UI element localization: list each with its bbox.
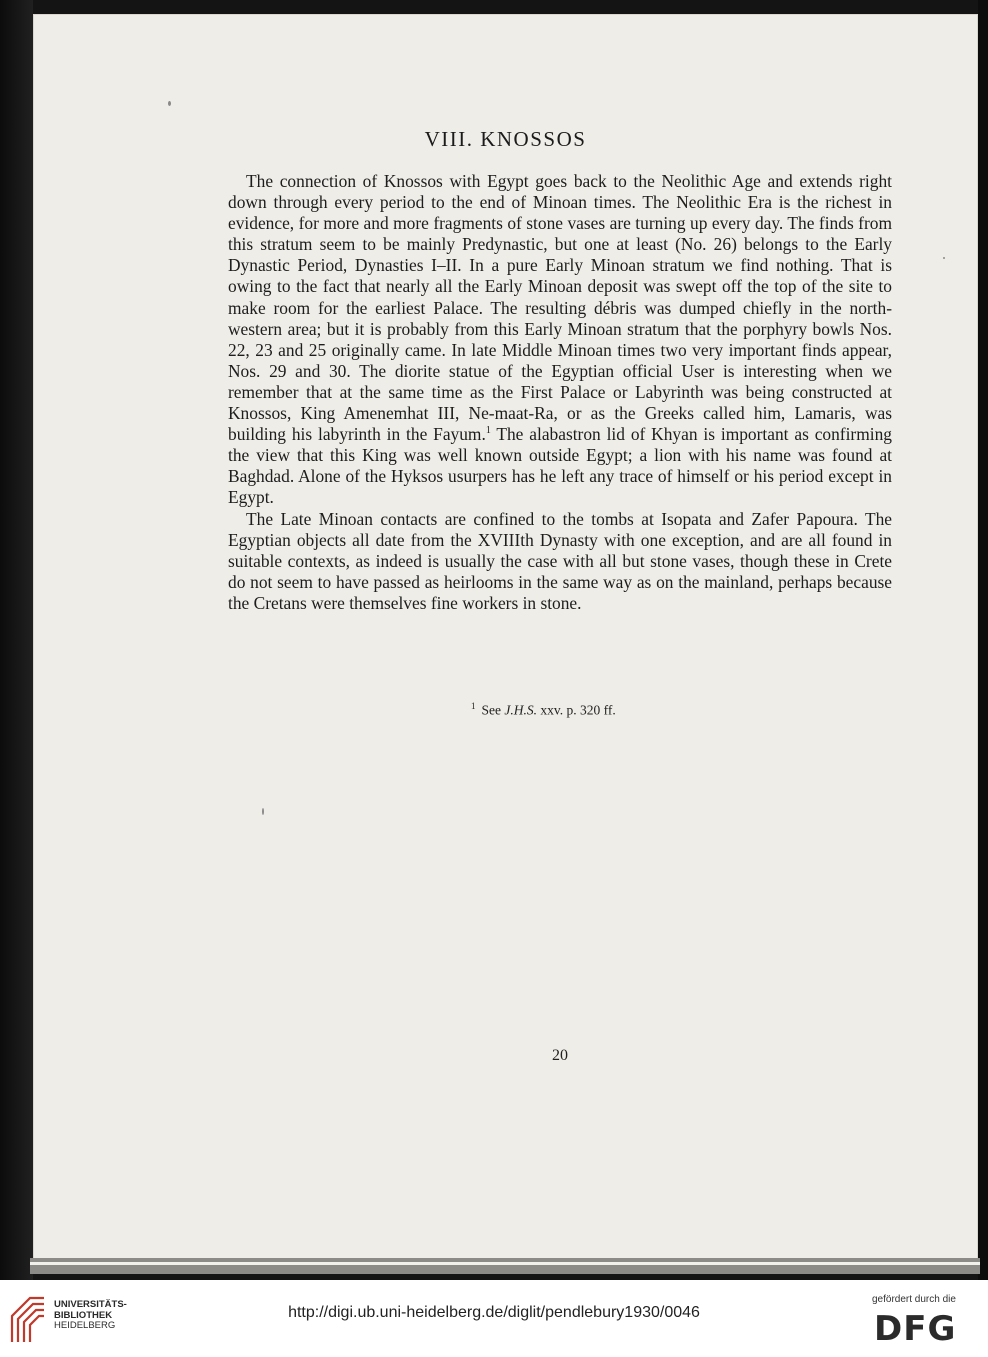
footnote-number: 1 <box>471 701 476 711</box>
paragraph: The Late Minoan contacts are confined to the tombs at Isopata and Zafer Papoura. The Egyptian objects all date from the XVIIIth Dynasty with one exception, and are all found in suitable contexts, as indeed is usually the case with all but stone vases, though these in Crete do not seem to have passed as heirlooms in the same way as on the mainland, perhaps because the Cretans were themselves fine workers in stone. <box>228 508 892 613</box>
book-gutter-shadow <box>0 0 33 1280</box>
institution-line: UNIVERSITÄTS- <box>54 1299 127 1310</box>
footnote-prefix: See <box>481 702 505 718</box>
page-stack-edge <box>30 1258 980 1274</box>
institution-line: HEIDELBERG <box>54 1320 116 1331</box>
chapter-title: VIII. KNOSSOS <box>424 127 587 151</box>
scan-speck <box>262 808 264 815</box>
scan-speck <box>168 101 171 106</box>
sponsor-caption: gefördert durch die <box>872 1294 956 1305</box>
page-number: 20 <box>552 1047 568 1064</box>
footnote-source: J.H.S. <box>504 702 537 718</box>
scan-speck <box>943 257 945 259</box>
dfg-logo: DFG <box>874 1309 957 1349</box>
book-edge-shadow <box>978 0 988 1280</box>
footnote <box>471 701 616 719</box>
page-stack-edge-highlight <box>30 1262 980 1265</box>
institution-line: BIBLIOTHEK <box>54 1309 113 1321</box>
body-text <box>228 171 892 614</box>
footnote-suffix: xxv. p. 320 ff. <box>537 702 616 718</box>
digitization-footer <box>0 1280 988 1357</box>
paragraph-text: The connection of Knossos with Egypt goes back to the Neolithic Age and extends right down through every period to the end of Minoan times. The Neolithic Era is the richest in evidence, for more and more fragments of stone vases are turning up every day. The finds from this stratum seem to be mainly Predynastic, but one at least (No. 26) belongs to the Early Dynastic Period, Dynasties I–II. In a pure Early Minoan stratum we find nothing. That is owing to the fact that nearly all the Early Minoan deposit was swept off the top of the site to make room for the earliest Palace. The resulting débris was dumped chiefly in the north-western area; but it is probably from this Early Minoan stratum that the porphyry bowls Nos. 22, 23 and 25 originally came. In late Middle Minoan times two very important finds appear, Nos. 29 and 30. The diorite statue of the Egyptian official User is interesting when we remember that at the same time as the First Palace or Labyrinth was being constructed at Knossos, King Amenemhat III, Ne-maat-Ra, or as the Greeks called him, Lamaris, was building his labyrinth in the Fayum. <box>228 171 892 445</box>
paragraph <box>228 171 892 509</box>
permalink-url[interactable]: http://digi.ub.uni-heidelberg.de/diglit/pendlebury1930/0046 <box>288 1304 700 1321</box>
footnote-reference: 1 <box>485 425 491 437</box>
paragraph-text: The alabastron lid of Khyan is important as confirming the view that this King was well known outside Egypt; a lion with his name was found at Baghdad. Alone of the Hyksos usurpers has he left any trace of himself or his period except in Egypt. <box>228 424 892 508</box>
